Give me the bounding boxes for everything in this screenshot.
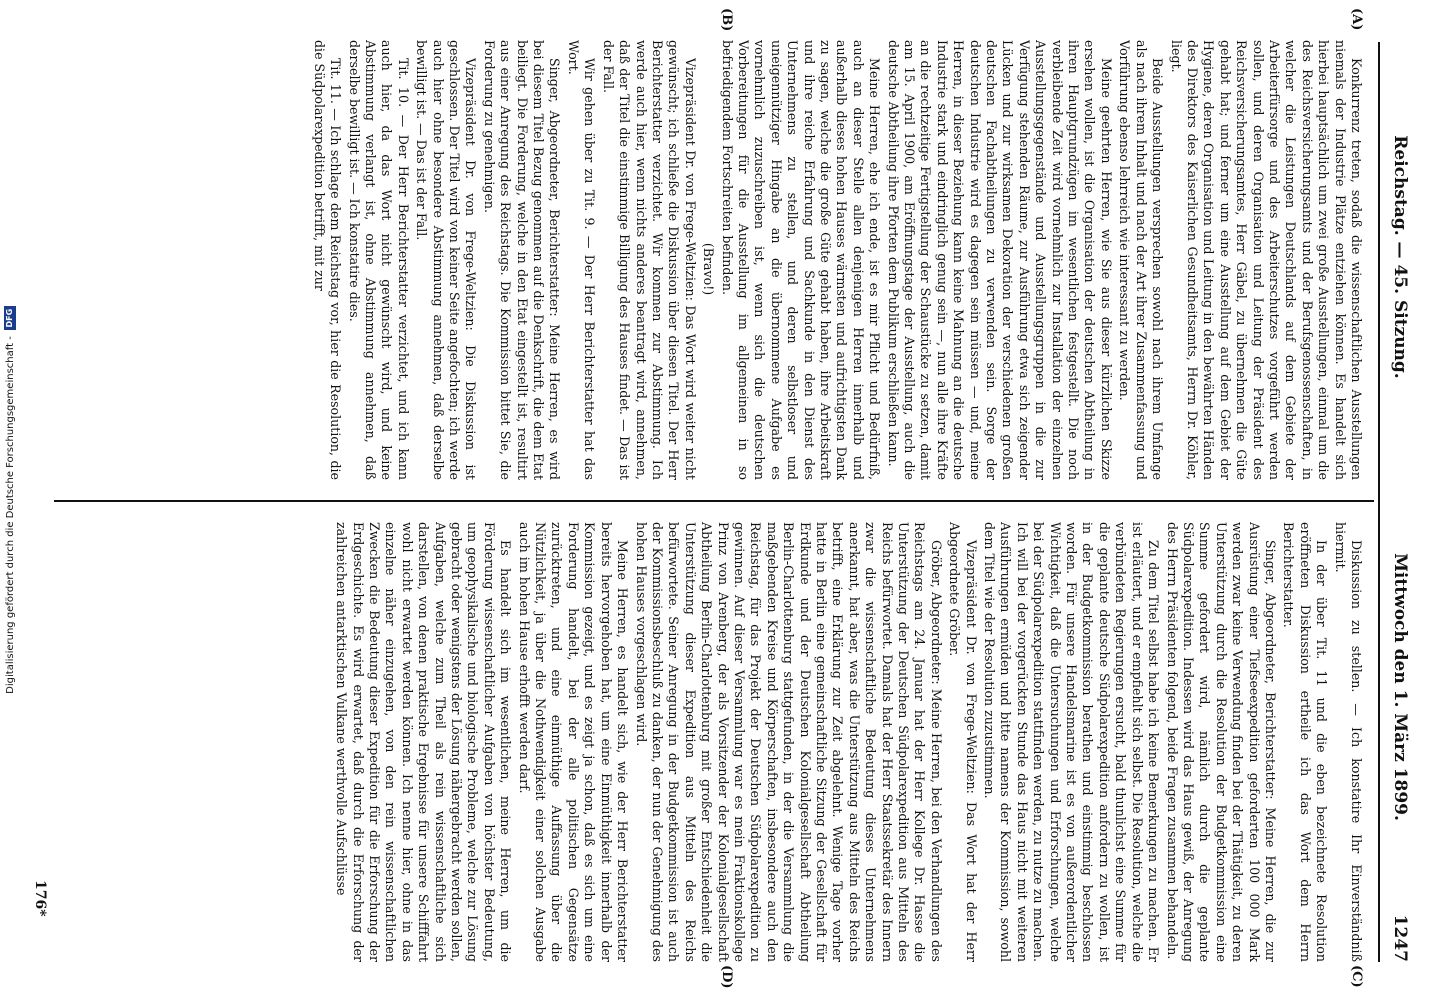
paragraph: Beide Ausstellungen versprechen sowohl nach ihrem Umfange als nach ihrem Inhalt und nach der Art ihrer Zusammenfassung und Vorführung ebenso lehrreich wie interessant zu werden. bbox=[1117, 40, 1166, 480]
paragraph: Meine geehrten Herren, wie Sie aus dieser kürzlichen Skizze ersehen wollen, ist die Organisation der deutschen Abtheilung in ihren Hauptgrundzügen im wesentlichen festgestellt. Die noch verbleibende Zeit wird vornehmlich zur Installation der einzelnen Ausstellungsgegenstände und Ausstellungsgruppen in die zur Verfügung stehenden Räume, zur Ausführung etwa sich zeigender Lücken und zur wirksamen Dekoration der verschiedenen großen deutschen Fachabtheilungen zu verwenden sein. Sorge der deutschen Industrie wird es dagegen sein müssen — und, meine Herren, in dieser Beziehung kann keine Mahnung an die deutsche Industrie stark und eindringlich genug sein —, nun alle ihre Kräfte an die rechtzeitige Fertigstellung der Schaustücke zu setzen, damit am 15. April 1900, am Eröffnungstage der Ausstellung, auch die deutsche Abtheilung ihre Pforten dem Publikum erschließen kann. bbox=[885, 40, 1114, 480]
signature-mark: 176* bbox=[32, 880, 48, 917]
left-column bbox=[64, 40, 1364, 480]
paragraph: Konkurrenz treten, sodaß die wissenschaftlichen Ausstellungen niemals der Industrie Plätze entziehen können. Es handelt sich hierbei hauptsächlich um zwei große Ausstellungen, einmal um die des Reichsversicherungsamts und der Berufsgenossenschaften, in welcher die Leistungen Deutschlands auf dem Gebiete der Arbeiterfürsorge und des Arbeiterschutzes vorgeführt werden sollen, und deren Organisation und Leitung der Präsident des Reichsversicherungsamtes, Herr Gäbel, zu übernehmen die Güte gehabt hat; und ferner um eine Ausstellung auf dem Gebiet der Hygiene, deren Organisation und Leitung in den bewährten Händen des Direktors des Kaiserlichen Gesundheitsamts, Herrn Dr. Köhler, liegt. bbox=[1168, 40, 1364, 480]
paragraph: Gröber, Abgeordneter: Meine Herren, bei den Verhandlungen des Reichstags am 24. Januar hat der Herr Kollege Dr. Hasse die Unterstützung der Deutschen Südpolarexpedition aus Mitteln des Reichs befürwortet. Damals hat der Herr Staatssekretär des Innern zwar die wissenschaftliche Bedeutung dieses Unternehmens anerkannt, hat aber, was die Unterstützung aus Mitteln des Reichs betrifft, eine Erklärung zur Zeit abgelehnt. Wenige Tage vorher hatte in Berlin eine gemeinschaftliche Sitzung der Gesellschaft für Erdkunde und der Deutschen Kolonialgesellschaft Abtheilung Berlin-Charlottenburg stattgefunden, in der die Versammlung die maßgebenden Kreise und Körperschaften, insbesondere auch den Reichstag, für das Projekt der Deutschen Südpolarexpedition zu gewinnen. Auf dieser Versammlung war es mein Fraktionskollege Prinz von Arenberg, der als Vorsitzender der Kolonialgesellschaft Abtheilung Berlin-Charlottenburg mit großer Entschiedenheit die Unterstützung dieser Expedition aus Mitteln des Reichs befürwortete. Seiner Anregung in der Budgetkommission ist auch der Kommissionsbeschluß zu danken, der nun der Genehmigung des hohen Hauses vorgeschlagen wird. bbox=[633, 522, 944, 962]
paragraph: Meine Herren, ehe ich ende, ist es mir Pflicht und Bedürfniß, auch an dieser Stelle allen denjenigen Herren innerhalb und außerhalb dieses hohen Hauses wärmsten und aufrichtigsten Dank zu sagen, welche die große Güte gehabt haben, ihre Arbeitskraft und ihre reiche Erfahrung und Sachkunde in den Dienst des Unternehmens zu stellen, und deren selbstloser und uneigennütziger Hingabe an die übernommene Aufgabe es vornehmlich zuzuschreiben ist, wenn sich die deutschen Vorbereitungen für die Ausstellung im allgemeinen in so befriedigendem Fortschreiten befinden. bbox=[719, 40, 883, 480]
margin-marker-c: (C) bbox=[1349, 965, 1364, 988]
digitization-note bbox=[0, 0, 20, 1000]
paragraph: (Bravo!) bbox=[701, 242, 717, 296]
margin-marker-a: (A) bbox=[1349, 8, 1364, 31]
paragraph: Meine Herren, es handelt sich, wie der Herr Berichterstatter bereits hervorgehoben hat, um eine Einmüthigkeit innerhalb der Kommission gezeigt, und es zeigt ja schon, daß es sich um eine Forderung handelt, bei der alle politischen Gegensätze zurücktreten, und eine einmüthige Auffassung über die Nützlichkeit, ja über die Nothwendigkeit einer solchen Ausgabe auch im hohen Hause erhofft werden darf. bbox=[516, 522, 631, 962]
right-column bbox=[64, 522, 1364, 962]
paragraph: Tit. 11. — Ich schlage dem Reichstag vor, hier die Resolution, die die Südpolarexpedition betrifft, mit zur bbox=[311, 40, 344, 480]
paragraph: Wir gehen über zu Tit. 9. — Der Herr Berichterstatter hat das Wort. bbox=[565, 40, 598, 480]
dfg-logo-icon: DFG bbox=[4, 306, 16, 330]
header-left: Reichstag. — 45. Sitzung. bbox=[1390, 135, 1410, 379]
digitization-text: Digitalisierung gefördert durch die Deutsche Forschungsgemeinschaft - bbox=[4, 336, 16, 694]
margin-marker-d: (D) bbox=[719, 965, 734, 989]
paragraph: Vizepräsident Dr. von Frege-Weltzien: Die Diskussion ist geschlossen. Der Titel wird von keiner Seite angefochten; ich werde auch hier ohne besondere Abstimmung annehmen, daß derselbe bewilligt ist. — Das ist der Fall. bbox=[414, 40, 479, 480]
paragraph: Vizepräsident Dr. von Frege-Weltzien: Das Wort wird weiter nicht gewünscht; ich schließe die Diskussion über diesen Titel. Der Herr Berichterstatter verzichtet. Wir kommen zur Abstimmung. Ich werde auch hier, wenn nichts anderes beantragt wird, annehmen, daß der Titel die einstimmige Billigung des Hauses findet. — Das ist der Fall. bbox=[600, 40, 698, 480]
paragraph: Zu dem Titel selbst habe ich keine Bemerkungen zu machen. Er ist erläutert, und er empfiehlt sich selbst. Die Resolution, welche die verbündeten Regierungen ersucht, bald thunlichst eine Summe für die geplante deutsche Südpolarexpedition anfordern zu wollen, ist in der Budgetkommission berathen und einstimmig beschlossen worden. Für unsere Handelsmarine ist es von außerordentlicher Wichtigkeit, daß die Untersuchungen und Erforschungen, welche bei der Südpolarexpedition stattfinden werden, zu nutze zu machen. Ich will bei der vorgerückten Stunde das Haus nicht mit weiteren Ausführungen ermüden und bitte namens der Kommission, sowohl dem Titel wie der Resolution zuzustimmen. bbox=[982, 522, 1162, 962]
paragraph: Singer, Abgeordneter, Berichterstatter: Meine Herren, die zur Ausrüstung einer Tiefseeexpedition geforderten 100 000 Mark werden zwar keine Verwendung finden bei der Thätigkeit, zu deren Unterstützung durch die Resolution der Budgetkommission eine Summe gefordert wird, nämlich durch die geplante Südpolarexpedition. Indessen wird das Haus gewiß, der Anregung des Herrn Präsidenten folgend, beide Fragen zusammen behandeln. bbox=[1164, 522, 1278, 962]
column-divider bbox=[54, 500, 1374, 502]
page-number: 1247 bbox=[1390, 914, 1410, 962]
header-right: Mittwoch den 1. März 1899. bbox=[1390, 553, 1410, 821]
paragraph: Tit. 10. — Der Herr Berichterstatter verzichtet, und ich kann auch hier, da das Wort nicht gewünscht wird, und keine Abstimmung verlangt ist, ohne Abstimmung annehmen, daß derselbe bewilligt ist. — Ich konstatire dies. bbox=[346, 40, 411, 480]
paragraph: Singer, Abgeordneter, Berichterstatter: Meine Herren, es wird bei diesem Titel Bezug genommen auf die Denkschrift, die dem Etat beiliegt. Die Forderung, welche in den Etat eingestellt ist, resultirt aus einer Anregung des Reichstags. Die Kommission bittet Sie, die Forderung zu genehmigen. bbox=[481, 40, 563, 480]
paragraph: In der über Tit. 11 und die eben bezeichnete Resolution eröffneten Diskussion ertheile ich das Wort dem Herrn Berichterstatter. bbox=[1281, 522, 1330, 962]
margin-marker-b: (B) bbox=[719, 8, 734, 32]
paragraph: Diskussion zu stellen. — Ich konstatire Ihr Einverständniß hiermit. bbox=[1332, 522, 1364, 962]
paragraph: Es handelt sich im wesentlichen, meine Herren, um die Förderung wissenschaftlicher Aufgaben von höchster Bedeutung, um geophysikalische und biologische Probleme, welche zur Lösung gebracht oder wenigstens der Lösung nähergebracht werden sollen, Aufgaben, welche zum Theil als rein wissenschaftliche sich darstellen, von denen praktische Ergebnisse für unsere Schifffahrt wohl nicht erwartet werden können. Ich nenne hier, ohne in das einzelne näher einzugehen, von den rein wissenschaftlichen Zwecken die Bedeutung dieser Expedition für die Erforschung der Erdgeschichte. Es wird erwartet, daß durch die Erforschung der zahlreichen antarktischen Vulkane werthvolle Aufschlüsse bbox=[334, 522, 514, 962]
paragraph: Vizepräsident Dr. von Frege-Weltzien: Das Wort hat der Herr Abgeordnete Gröber. bbox=[947, 522, 979, 962]
page-header bbox=[1378, 42, 1420, 962]
